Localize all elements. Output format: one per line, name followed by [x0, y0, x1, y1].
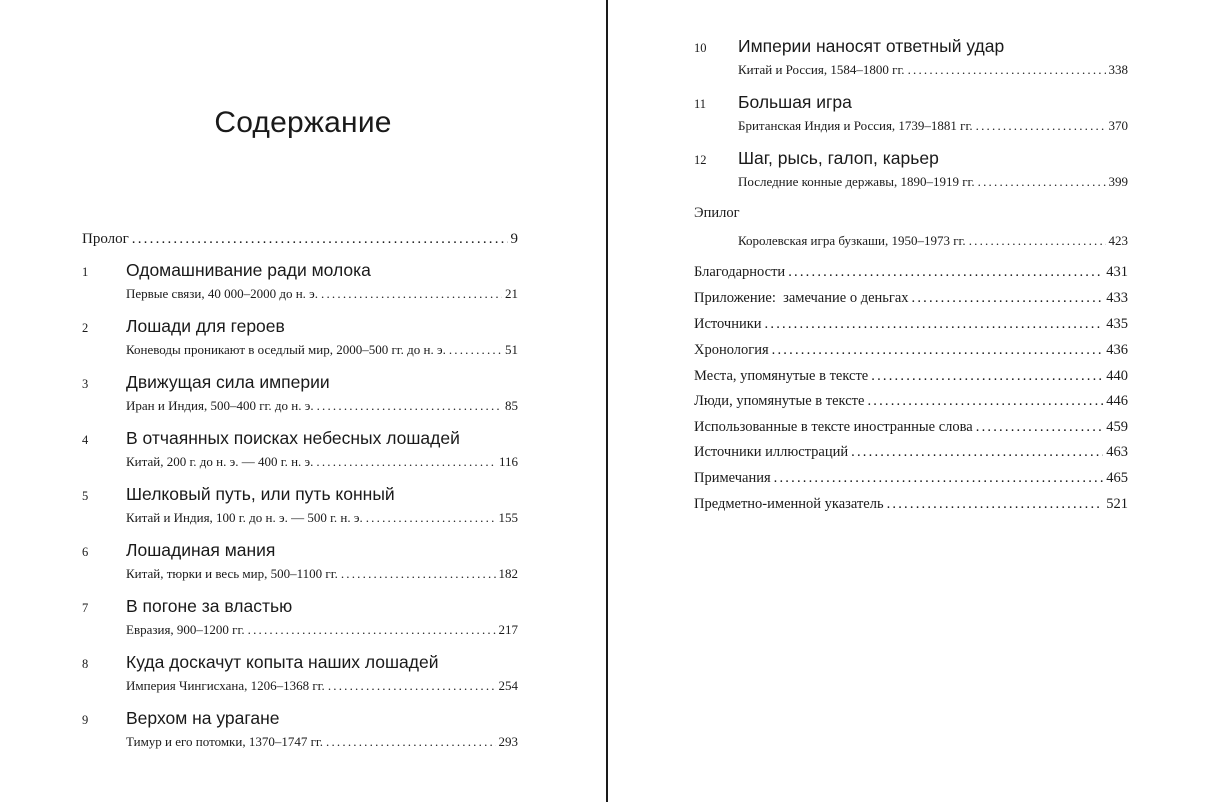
chapter-title[interactable]: В отчаянных поисках небесных лошадей — [126, 428, 460, 448]
chapter-title[interactable]: Одомашнивание ради молока — [126, 260, 371, 280]
back-matter-label: Источники — [694, 316, 762, 332]
chapter-subtitle: Последние конные державы, 1890–1919 гг. — [738, 174, 975, 189]
chapter-subtitle: Евразия, 900–1200 гг. — [126, 622, 245, 637]
left-page — [0, 0, 606, 802]
chapter-page: 254 — [498, 678, 518, 693]
dot-leader — [449, 342, 502, 358]
chapter-subtitle: Иран и Индия, 500–400 гг. до н. э. — [126, 398, 314, 413]
dot-leader — [867, 393, 1103, 410]
dot-leader — [316, 454, 496, 470]
chapter-subtitle: Империя Чингисхана, 1206–1368 гг. — [126, 678, 325, 693]
chapter-page: 399 — [1108, 174, 1128, 189]
toc-back-matter-item[interactable] — [694, 470, 1128, 487]
dot-leader — [248, 622, 496, 638]
epilogue-subtitle: Королевская игра бузкаши, 1950–1973 гг. — [738, 233, 966, 248]
chapter-title[interactable]: Лошадиная мания — [126, 540, 276, 560]
chapter-number: 3 — [82, 377, 89, 391]
dot-leader — [976, 419, 1104, 436]
chapter-number: 10 — [694, 41, 707, 55]
back-matter-label: Предметно-именной указатель — [694, 496, 884, 512]
chapter-number: 7 — [82, 601, 89, 615]
back-matter-page: 465 — [1106, 470, 1128, 486]
chapter-subtitle: Китай, тюрки и весь мир, 500–1100 гг. — [126, 566, 338, 581]
toc-back-matter-item[interactable] — [694, 290, 1128, 307]
chapter-subtitle-line[interactable] — [738, 118, 1128, 134]
epilogue-subtitle-line[interactable] — [738, 233, 1128, 249]
chapter-subtitle-line[interactable] — [126, 622, 518, 638]
chapter-number: 1 — [82, 265, 89, 279]
chapter-title[interactable]: Шелковый путь, или путь конный — [126, 484, 395, 504]
back-matter-page: 459 — [1106, 419, 1128, 435]
chapter-page: 21 — [505, 286, 518, 301]
chapter-subtitle-line[interactable] — [126, 734, 518, 750]
back-matter-page: 463 — [1106, 444, 1128, 460]
chapter-subtitle: Первые связи, 40 000–2000 до н. э. — [126, 286, 319, 301]
back-matter-page: 521 — [1106, 496, 1128, 512]
chapter-number: 12 — [694, 153, 707, 167]
right-page — [608, 0, 1214, 802]
chapter-page: 338 — [1108, 62, 1128, 77]
chapter-page: 370 — [1108, 118, 1128, 133]
dot-leader — [978, 174, 1106, 190]
back-matter-label: Благодарности — [694, 264, 786, 280]
chapter-subtitle-line[interactable] — [738, 174, 1128, 190]
chapter-number: 4 — [82, 433, 89, 447]
chapter-subtitle: Британская Индия и Россия, 1739–1881 гг. — [738, 118, 973, 133]
chapter-number: 9 — [82, 713, 89, 727]
dot-leader — [772, 342, 1104, 359]
chapter-page: 116 — [498, 454, 518, 469]
dot-leader — [765, 316, 1104, 333]
epilogue-page: 423 — [1108, 233, 1128, 248]
epilogue-label: Эпилог — [694, 205, 740, 221]
back-matter-page: 440 — [1106, 368, 1128, 384]
chapter-page: 217 — [498, 622, 518, 637]
chapter-title[interactable]: Куда доскачут копыта наших лошадей — [126, 652, 439, 672]
chapter-title[interactable]: Империи наносят ответный удар — [738, 36, 1005, 56]
prologue-label: Пролог — [82, 231, 129, 247]
chapter-number: 6 — [82, 545, 89, 559]
dot-leader — [887, 496, 1104, 513]
back-matter-page: 435 — [1106, 316, 1128, 332]
back-matter-label: Примечания — [694, 470, 771, 486]
chapter-title[interactable]: В погоне за властью — [126, 596, 293, 616]
dot-leader — [969, 233, 1106, 249]
back-matter-page: 436 — [1106, 342, 1128, 358]
back-matter-label: Люди, упомянутые в тексте — [694, 393, 865, 409]
chapter-subtitle: Китай и Индия, 100 г. до н. э. — 500 г. н. э. — [126, 510, 363, 525]
dot-leader — [366, 510, 496, 526]
chapter-number: 5 — [82, 489, 89, 503]
dot-leader — [851, 444, 1103, 461]
chapter-page: 182 — [498, 566, 518, 581]
chapter-subtitle-line[interactable] — [126, 454, 518, 470]
prologue-page: 9 — [510, 231, 518, 247]
back-matter-page: 431 — [1106, 264, 1128, 280]
chapter-subtitle-line[interactable] — [126, 678, 518, 694]
toc-prologue[interactable] — [82, 231, 518, 248]
chapter-title[interactable]: Шаг, рысь, галоп, карьер — [738, 148, 939, 168]
dot-leader — [132, 231, 508, 248]
chapter-page: 293 — [498, 734, 518, 749]
back-matter-label: Хронология — [694, 342, 769, 358]
chapter-title[interactable]: Верхом на урагане — [126, 708, 280, 728]
back-matter-label: Использованные в тексте иностранные слова — [694, 419, 973, 435]
chapter-subtitle-line[interactable] — [126, 398, 518, 414]
page-title: Содержание — [214, 106, 392, 139]
dot-leader — [321, 286, 502, 302]
back-matter-label: Приложение: замечание о деньгах — [694, 290, 909, 306]
dot-leader — [912, 290, 1104, 307]
chapter-subtitle: Тимур и его потомки, 1370–1747 гг. — [126, 734, 324, 749]
chapter-subtitle-line[interactable] — [126, 510, 518, 526]
dot-leader — [341, 566, 496, 582]
chapter-title[interactable]: Большая игра — [738, 92, 852, 112]
dot-leader — [871, 368, 1103, 385]
chapter-subtitle-line[interactable] — [738, 62, 1128, 78]
dot-leader — [317, 398, 502, 414]
chapter-subtitle: Китай, 200 г. до н. э. — 400 г. н. э. — [126, 454, 314, 469]
toc-back-matter-item[interactable] — [694, 342, 1128, 359]
dot-leader — [326, 734, 495, 750]
dot-leader — [788, 264, 1103, 281]
chapter-subtitle-line[interactable] — [126, 342, 518, 358]
chapter-subtitle: Китай и Россия, 1584–1800 гг. — [738, 62, 905, 77]
chapter-subtitle-line[interactable] — [126, 566, 518, 582]
toc-back-matter-item[interactable] — [694, 419, 1128, 436]
chapter-subtitle-line[interactable] — [126, 286, 518, 302]
back-matter-page: 446 — [1106, 393, 1128, 409]
back-matter-label: Источники иллюстраций — [694, 444, 849, 460]
chapter-subtitle: Коневоды проникают в оседлый мир, 2000–500 гг. до н. э. — [126, 342, 446, 357]
back-matter-label: Места, упомянутые в тексте — [694, 368, 869, 384]
back-matter-page: 433 — [1106, 290, 1128, 306]
dot-leader — [774, 470, 1104, 487]
chapter-page: 155 — [498, 510, 518, 525]
toc-back-matter-item[interactable] — [694, 393, 1128, 410]
chapter-title[interactable]: Лошади для героев — [126, 316, 285, 336]
toc-back-matter-item[interactable] — [694, 316, 1128, 333]
chapter-number: 8 — [82, 657, 89, 671]
dot-leader — [328, 678, 496, 694]
toc-back-matter-item[interactable] — [694, 496, 1128, 513]
toc-back-matter-item[interactable] — [694, 444, 1128, 461]
toc-back-matter-item[interactable] — [694, 264, 1128, 281]
chapter-page: 85 — [505, 398, 518, 413]
chapter-number: 11 — [694, 97, 707, 111]
dot-leader — [908, 62, 1106, 78]
chapter-title[interactable]: Движущая сила империи — [126, 372, 330, 392]
chapter-page: 51 — [505, 342, 518, 357]
chapter-number: 2 — [82, 321, 89, 335]
toc-back-matter-item[interactable] — [694, 368, 1128, 385]
dot-leader — [976, 118, 1106, 134]
